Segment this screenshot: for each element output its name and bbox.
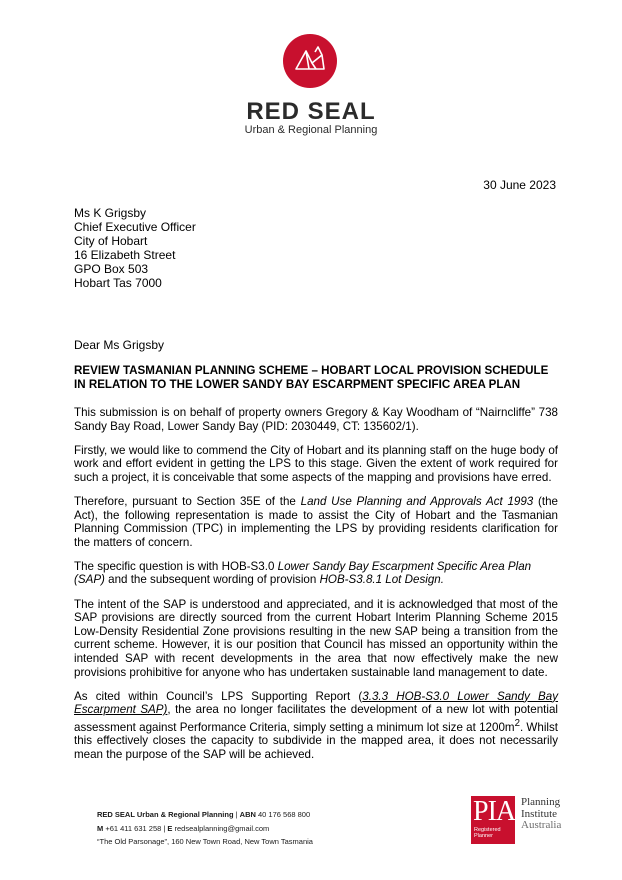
brand-name: RED SEAL — [246, 98, 376, 125]
sap-title: Lower Sandy Bay Escarpment Specific Area Plan (SAP) — [74, 559, 532, 587]
p6-text-c: . Whilst this effectively closes the capacity to subdivide in the mapped area, it does not necessarily mean the purpose of the SAP will be achieved. — [74, 720, 558, 761]
footer-email-label: E — [165, 823, 173, 833]
footer-company: RED SEAL Urban & Regional Planning — [97, 810, 234, 819]
pia-name-line-1: Planning — [521, 796, 561, 808]
pia-registered-text: Registered — [474, 827, 501, 833]
p4-text-a: The specific question is with HOB-S3.0 — [74, 559, 278, 573]
paragraph-6 — [74, 690, 558, 762]
footer-phone: +61 411 631 258 — [103, 823, 164, 833]
pia-institute-name — [521, 797, 561, 832]
recipient-title: Chief Executive Officer — [74, 220, 196, 234]
squared-superscript: 2 — [514, 717, 520, 729]
pia-letters: PIA — [473, 796, 516, 827]
salutation: Dear Ms Grigsby — [74, 338, 165, 352]
pia-name-line-2: Institute — [521, 807, 558, 820]
footer-separator: | — [163, 823, 166, 833]
pia-registered-label — [474, 827, 501, 839]
pia-planner-text: Planner — [474, 833, 493, 839]
pia-name-line-3: Australia — [521, 819, 562, 831]
footer-line-2 — [97, 822, 313, 836]
recipient-city: Hobart Tas 7000 — [74, 276, 162, 290]
pia-logo-box — [471, 796, 515, 844]
subject-heading: REVIEW TASMANIAN PLANNING SCHEME – HOBART LOCAL PROVISION SCHEDULE IN RELATION TO THE LOWER SANDY BAY ESCARPMENT SPECIFIC AREA PLAN — [74, 364, 549, 391]
footer-abn: 40 176 568 800 — [255, 810, 311, 819]
provision-title: HOB-S3.8.1 Lot Design. — [319, 573, 444, 587]
pia-registered-planner-badge — [471, 796, 571, 846]
act-title: Land Use Planning and Approvals Act 1993 — [300, 494, 534, 508]
footer-line-1 — [97, 808, 313, 822]
recipient-address — [74, 206, 196, 290]
footer-abn-label: ABN — [239, 810, 256, 819]
p3-text-a: Therefore, pursuant to Section 35E of the — [74, 494, 301, 508]
recipient-po-box: GPO Box 503 — [74, 262, 149, 276]
footer-mobile-label: M — [97, 823, 104, 833]
footer-email: redsealplanning@gmail.com — [172, 823, 270, 833]
footer-address: “The Old Parsonage”, 160 New Town Road, New Town Tasmania — [97, 837, 313, 846]
red-seal-logo-icon — [282, 33, 338, 89]
letter-body — [74, 406, 558, 772]
p4-text-b: and the subsequent wording of provision — [104, 573, 320, 587]
footer-contact — [97, 808, 313, 849]
recipient-name: Ms K Grigsby — [74, 206, 147, 220]
recipient-street: 16 Elizabeth Street — [74, 248, 176, 262]
paragraph-2: Firstly, we would like to commend the City of Hobart and its planning staff on the huge body of work and effort evident in getting the LPS to this stage. Given the extent of work required for such a project, it is conceivable that some aspects of the mapping and provisions have erred. — [74, 443, 558, 484]
p6-text-b: , the area no longer facilitates the development of a new lot with potential assessment against Performance Criteria, simply setting a minimum lot size at 1200m — [74, 703, 558, 734]
p6-text-a: As cited within Council’s LPS Supporting Report ( — [74, 689, 363, 703]
brand-tagline: Urban & Regional Planning — [244, 124, 378, 136]
paragraph-5: The intent of the SAP is understood and appreciated, and it is acknowledged that most of the SAP provisions are directly sourced from the current Hobart Interim Planning Scheme 2015 Low-Density Residential Zone provisions resulting in the new SAP being a transition from the current scheme. However, it is our position that Council has missed an opportunity within the intended SAP with recent developments in the area that now effectively make the new provisions prohibitive for anyone who has undertaken sustainable land management to date. — [74, 597, 558, 679]
paragraph-3 — [74, 495, 558, 549]
report-reference: 3.3.3 HOB-S3.0 Lower Sandy Bay Escarpment SAP) — [74, 689, 559, 717]
letter-date: 30 June 2023 — [483, 178, 556, 192]
recipient-organisation: City of Hobart — [74, 234, 148, 248]
paragraph-1: This submission is on behalf of property owners Gregory & Kay Woodham of “Nairncliffe” 738 Sandy Bay Road, Lower Sandy Bay (PID: 2030449, CT: 135602/1). — [74, 406, 558, 433]
paragraph-4 — [74, 560, 558, 587]
p3-text-b: (the Act), the following representation is made to assist the City of Hobart and the Tasmanian Planning Commission (TPC) in implementing the LPS by providing residents clarification for the matters of concern. — [74, 494, 558, 549]
footer-separator: | — [233, 810, 240, 819]
